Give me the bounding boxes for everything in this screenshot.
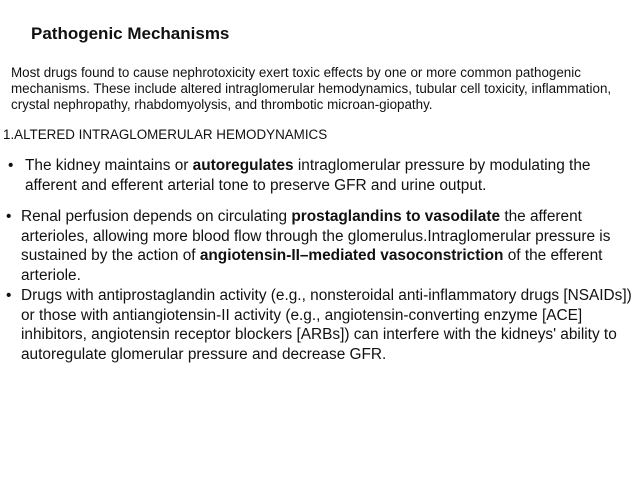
bullet-text	[6, 207, 632, 285]
bullet-text-part: The kidney maintains or	[25, 157, 193, 174]
bullet-text-part: the afferent arterioles, allowing more blood flow through the glomerulus.Intraglomerular pressure is sustained by the action of	[21, 208, 611, 264]
bullet-dot-icon: •	[6, 287, 12, 304]
bullet-item	[8, 156, 628, 195]
bullet-item	[6, 207, 632, 285]
bullet-item	[6, 286, 632, 364]
bullet-dot-icon: •	[6, 208, 12, 225]
bullet-bold-term: angiotensin-II–mediated vasoconstriction	[199, 247, 504, 264]
bullet-text	[8, 156, 628, 195]
bullet-dot-icon: •	[8, 157, 14, 174]
bullet-text-part: of the efferent arteriole.	[21, 247, 603, 284]
bullet-text-part: Renal perfusion depends on circulating	[21, 208, 292, 225]
section-heading: 1.ALTERED INTRAGLOMERULAR HEMODYNAMICS	[3, 127, 328, 142]
bullet-bold-term: prostaglandins to vasodilate	[291, 208, 501, 225]
intro-paragraph: Most drugs found to cause nephrotoxicity exert toxic effects by one or more common pathogenic mechanisms. These include altered intraglomerular hemodynamics, tubular cell toxicity, inflammation, crystal nephropathy, rhabdomyolysis, and thrombotic microan-giopathy.	[11, 65, 612, 112]
bullet-text-part: intraglomerular pressure by modulating the afferent and efferent arterial tone to preserve GFR and urine output.	[25, 157, 591, 194]
slide-title: Pathogenic Mechanisms	[31, 24, 230, 43]
bullet-text-part: Drugs with antiprostaglandin activity (e.g., nonsteroidal anti-inflammatory drugs [NSAIDs]) or those with antiangiotensin-II activity (e.g., angiotensin-converting enzyme [ACE] inhibitors, angiotensin receptor blockers [ARBs]) can interfere with the kidneys' ability to autoregulate glomerular pressure and decrease GFR.	[21, 287, 632, 363]
bullet-text	[6, 286, 632, 364]
bullet-bold-term: autoregulates	[192, 157, 294, 174]
